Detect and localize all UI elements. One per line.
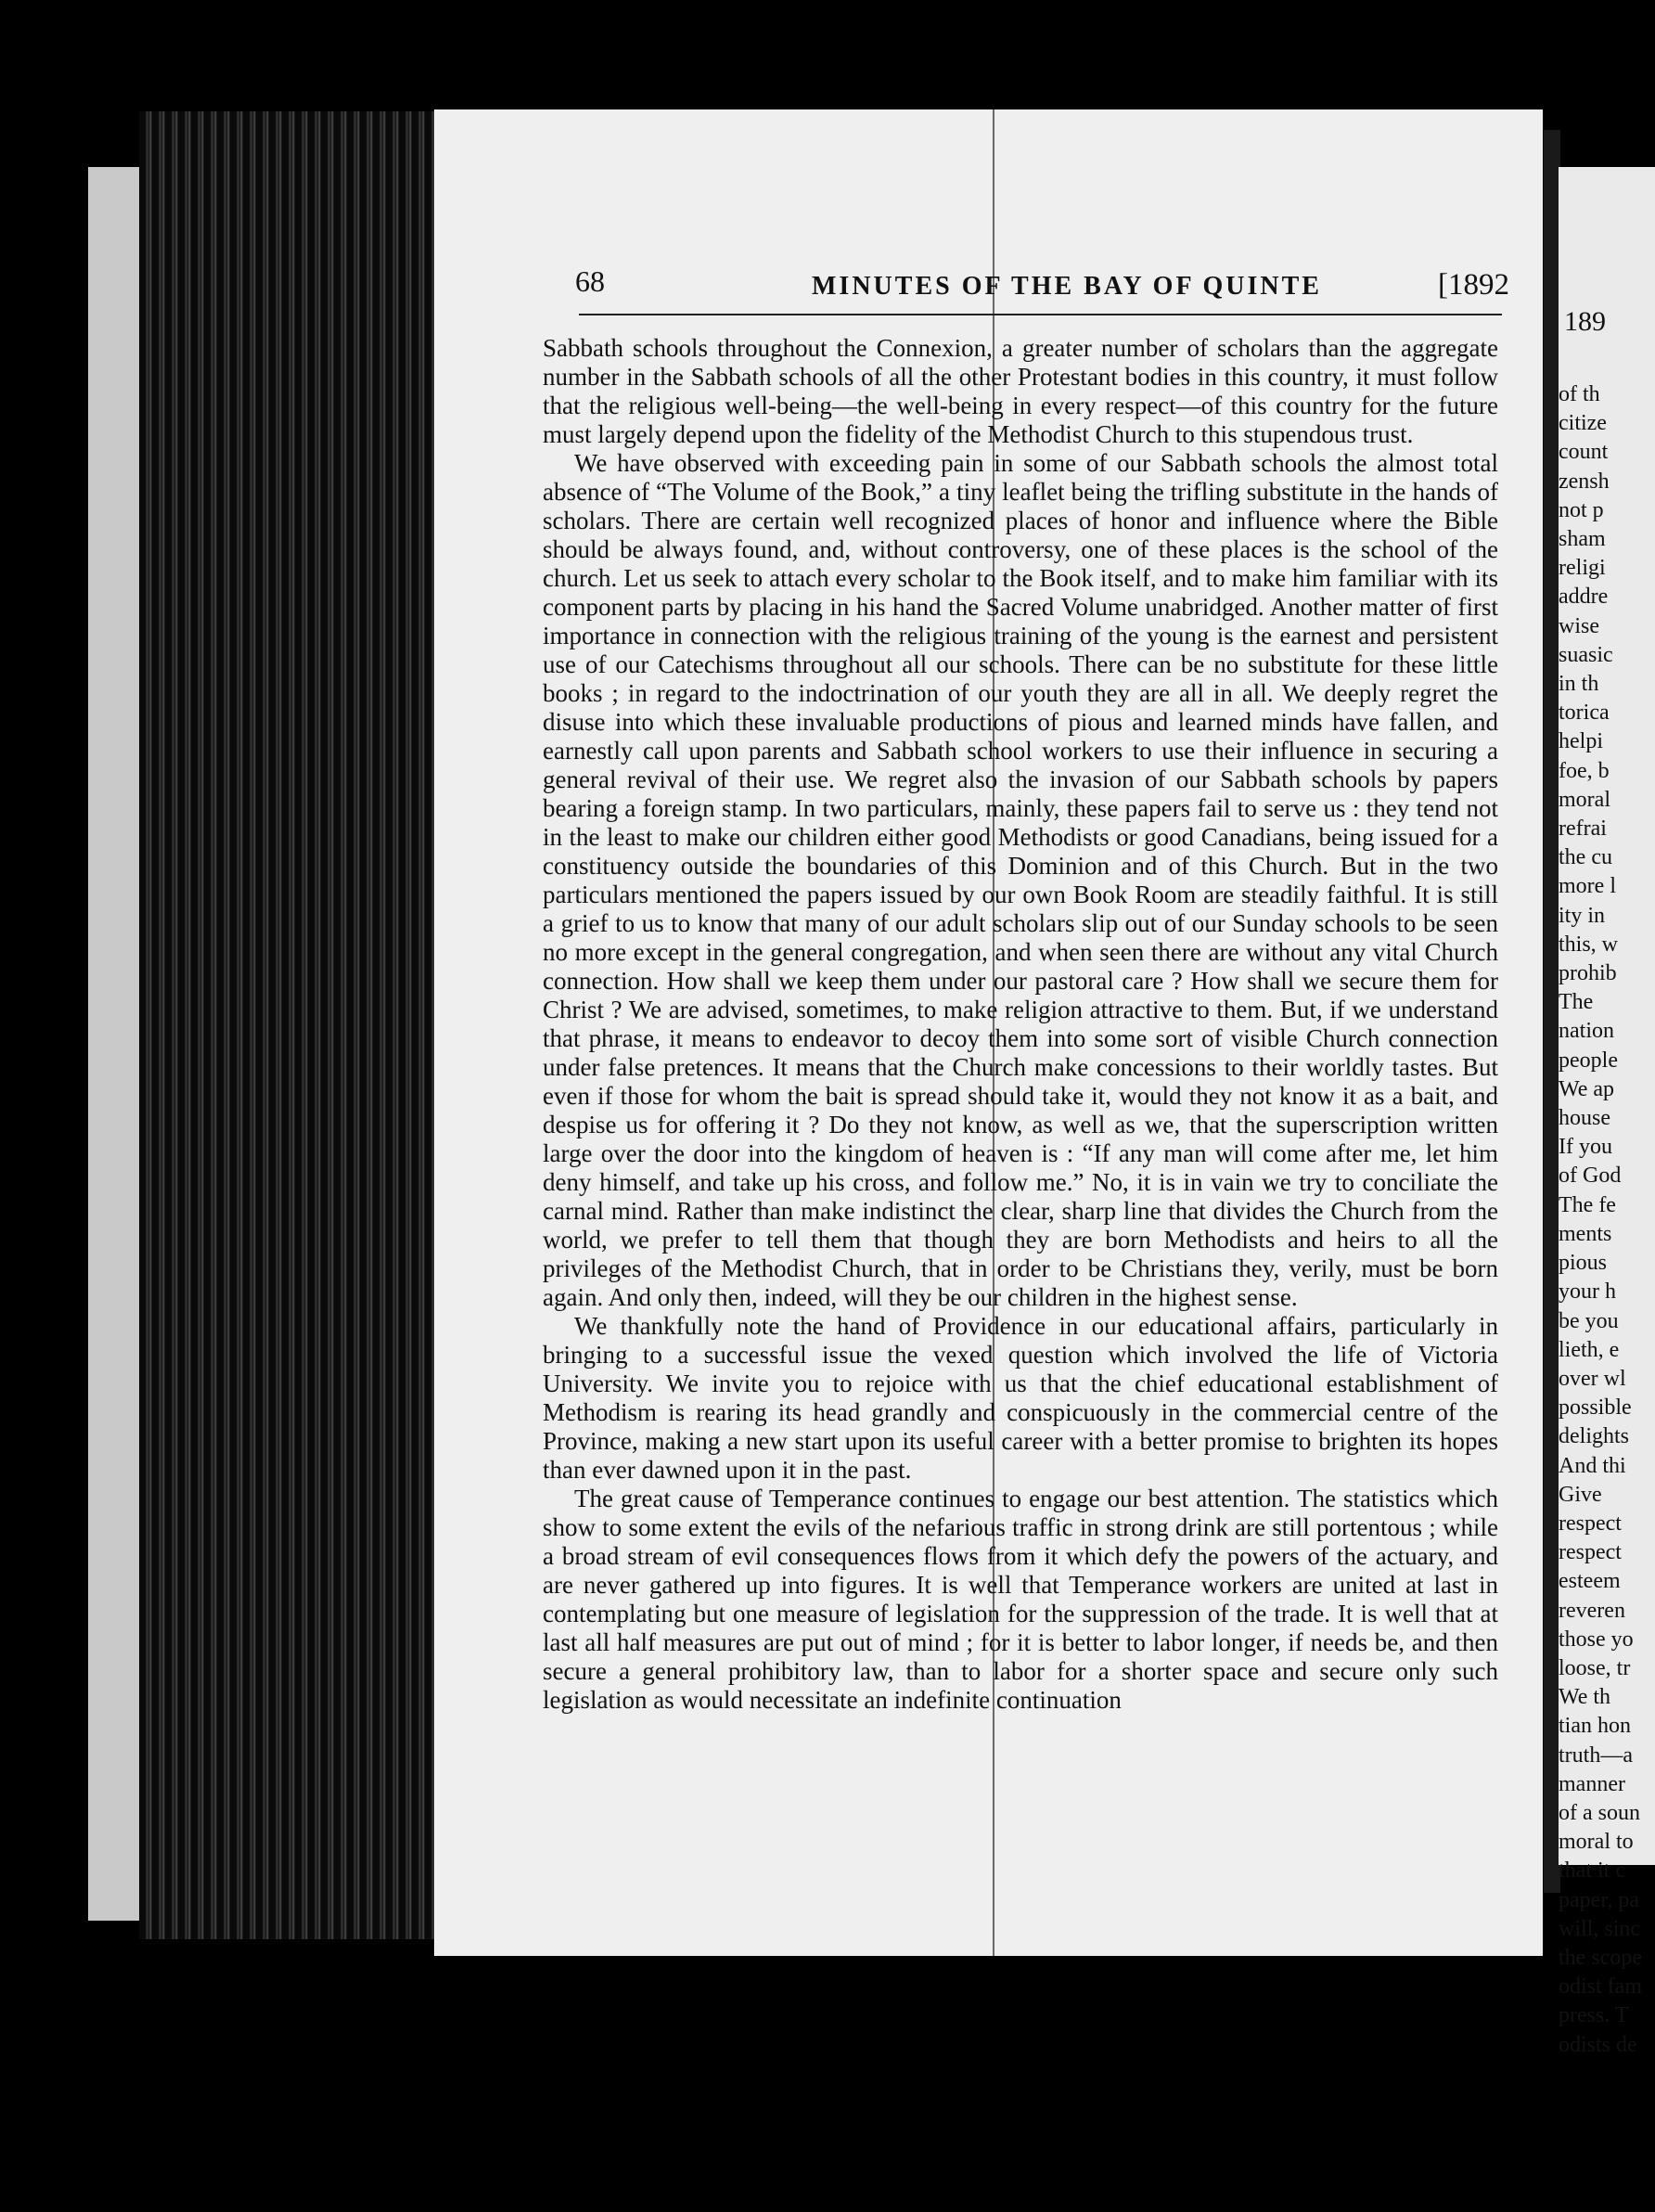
right-page-line: of th: [1559, 382, 1600, 406]
right-page-line: tian hon: [1559, 1714, 1631, 1739]
right-page-line: esteem: [1559, 1569, 1621, 1594]
right-page-line: loose, tr: [1559, 1655, 1631, 1680]
page-number: 68: [575, 264, 605, 298]
right-page-line: moral: [1559, 787, 1610, 812]
right-page-line: paper, pa: [1559, 1887, 1639, 1912]
page-edges: [139, 111, 445, 1939]
right-page-line: Give: [1559, 1482, 1602, 1507]
paragraph: We have observed with exceeding pain in some of our Sabbath schools the almost total absence of “The Volume of the Book,” a tiny leaflet being the trifling substitute in the hands of scholars. There are certain well recognized places of honor and influence where the Bible should be always found, and, without controversy, one of these places is the school of the church. Let us seek to attach every scholar to the Book itself, and to make him familiar with its component parts by placing in his hand the Sacred Volume unabridged. Another matter of first importance in connection with the religious training of the young is the earnest and persistent use of our Catechisms throughout all our schools. There can be no substitute for these little books ; in regard to the indoctrination of our youth they are all in all. We deeply regret the disuse into which these invaluable productions of pious and learned minds have fallen, and earnestly call upon parents and Sabbath school workers to use their influence in securing a general revival of their use. We regret also the invasion of our Sabbath schools by papers bearing a foreign stamp. In two particulars, mainly, these papers fail to serve us : they tend not in the least to make our children either good Methodists or good Canadians, being issued for a constituency outside the boundaries of this Dominion and of this Church. But in the two particulars mentioned the papers issued by our own Book Room are steadily faithful. It is still a grief to us to know that many of our adult scholars slip out of our Sunday schools to be seen no more except in the general congregation, and when seen there are without any vital Church connection. How shall we keep them under our pastoral care ? How shall we secure them for Christ ? We are advised, sometimes, to make religion attractive to them. But, if we understand that phrase, it means to endeavor to decoy them into some sort of visible Church connection under false pretences. It means that the Church make concessions to their worldly tastes. But even if those for whom the bait is spread should take it, would they not know it as a bait, and despise us for offering it ? Do they not know, as well as we, that the superscription written large over the door into the kingdom of heaven is : “If any man will come after me, let him deny himself, and take up his cross, and follow me.” No, it is in vain we try to conciliate the carnal mind. Rather than make indistinct the clear, sharp line that divides the Church from the world, we prefer to tell them that though they are born Methodists and heirs to all the privileges of the Methodist Church, that in order to be Christians they, verily, must be born again. And only then, indeed, will they be our children in the highest sense.: [543, 449, 1498, 1311]
right-page-line: house: [1559, 1106, 1610, 1131]
paragraph: We thankfully note the hand of Providence in our educational affairs, particularly in bringing to a successful issue the vexed question which involved the life of Victoria University. We invite you to rejoice with us that the chief educational establishment of Methodism is rearing its head grandly and conspicuously in the commercial centre of the Province, making a new start upon its useful career with a better promise to brighten its hopes than ever dawned upon it in the past.: [543, 1312, 1498, 1484]
right-page-line: not p: [1559, 497, 1604, 522]
page-header: [575, 264, 1509, 311]
right-page-line: foe, b: [1559, 758, 1610, 783]
right-page-line: And thi: [1559, 1453, 1626, 1478]
right-page-line: addre: [1559, 585, 1609, 610]
right-page-line: be you: [1559, 1308, 1619, 1333]
right-page-line: in th: [1559, 672, 1599, 697]
right-page-line: zensh: [1559, 469, 1610, 494]
right-page-line: pious: [1559, 1251, 1608, 1276]
right-page-line: of God: [1559, 1164, 1622, 1189]
header-rule: [579, 314, 1502, 315]
right-page-line: people: [1559, 1048, 1618, 1073]
right-page-line: odists de: [1559, 2032, 1637, 2057]
right-page-line: If you: [1559, 1135, 1612, 1160]
right-page-line: over wl: [1559, 1366, 1626, 1391]
right-page-line: delights: [1559, 1424, 1629, 1449]
right-page-line: this, w: [1559, 932, 1619, 957]
right-page-line: wise: [1559, 613, 1599, 638]
right-page-line: torica: [1559, 701, 1610, 726]
right-page-line: citize: [1559, 411, 1607, 436]
right-page-line: respect: [1559, 1511, 1622, 1536]
right-page-line: ments: [1559, 1221, 1612, 1246]
right-page: [1559, 167, 1655, 2057]
right-page-line: manner: [1559, 1771, 1625, 1796]
right-page-line: the scope: [1559, 1945, 1642, 1970]
running-title: MINUTES OF THE BAY OF QUINTE: [812, 272, 1322, 301]
right-page-line: nation: [1559, 1019, 1614, 1044]
right-page-line: your h: [1559, 1280, 1616, 1305]
right-page-line: helpi: [1559, 729, 1603, 754]
right-page-line: will, sinc: [1559, 1916, 1640, 1941]
right-page-line: truth—a: [1559, 1743, 1633, 1768]
right-page-line: refrai: [1559, 817, 1607, 842]
paragraph: Sabbath schools throughout the Connexion, a greater number of scholars than the aggregate number in the Sabbath schools of all the other Protestant bodies in this country, it must follow that the religious well-being—the well-being in every respect—of this country for the future must largely depend upon the fidelity of the Methodist Church to this stupendous trust.: [543, 334, 1498, 448]
right-page-header: 189: [1564, 306, 1606, 337]
right-page-line: The fe: [1559, 1192, 1616, 1217]
right-page-line: religi: [1559, 556, 1606, 581]
right-page-line: lieth, e: [1559, 1337, 1620, 1362]
right-page-line: prohib: [1559, 961, 1617, 986]
right-page-line: sham: [1559, 527, 1606, 552]
right-page-line: suasic: [1559, 642, 1613, 667]
right-page-line: of a soun: [1559, 1800, 1640, 1825]
right-page-line: more l: [1559, 874, 1616, 899]
right-page-line: odist fam: [1559, 1974, 1642, 2000]
right-page-line: those yo: [1559, 1627, 1634, 1652]
right-page-line: reveren: [1559, 1598, 1625, 1623]
body-text: [543, 334, 1498, 1715]
header-year: [1892: [1438, 268, 1509, 302]
right-page-line: We ap: [1559, 1076, 1615, 1101]
right-page-line: that it c: [1559, 1858, 1625, 1884]
right-page-line: respect: [1559, 1540, 1622, 1565]
right-page-line: the cu: [1559, 845, 1612, 870]
paragraph: The great cause of Temperance continues to engage our best attention. The statistics which show to some extent the evils of the nefarious traffic in strong drink are still portentous ; while a broad stream of evil consequences flows from it which defy the powers of the actuary, and are never gathered up into figures. It is well that Temperance workers are united at last in contemplating but one measure of legislation for the suppression of the trade. It is well that at last all half measures are put out of mind ; for it is better to labor longer, if needs be, and then secure a general prohibitory law, than to labor for a shorter space and secure only such legislation as would necessitate an indefinite continuation: [543, 1485, 1498, 1714]
right-page-line: ity in: [1559, 903, 1606, 928]
right-page-line: We th: [1559, 1685, 1611, 1710]
right-page-text: [1559, 380, 1655, 2060]
right-page-line: possible: [1559, 1395, 1632, 1421]
right-page-line: The: [1559, 990, 1594, 1015]
right-page-line: moral to: [1559, 1830, 1634, 1855]
right-page-line: press. T: [1559, 2003, 1629, 2028]
right-page-line: count: [1559, 440, 1609, 465]
